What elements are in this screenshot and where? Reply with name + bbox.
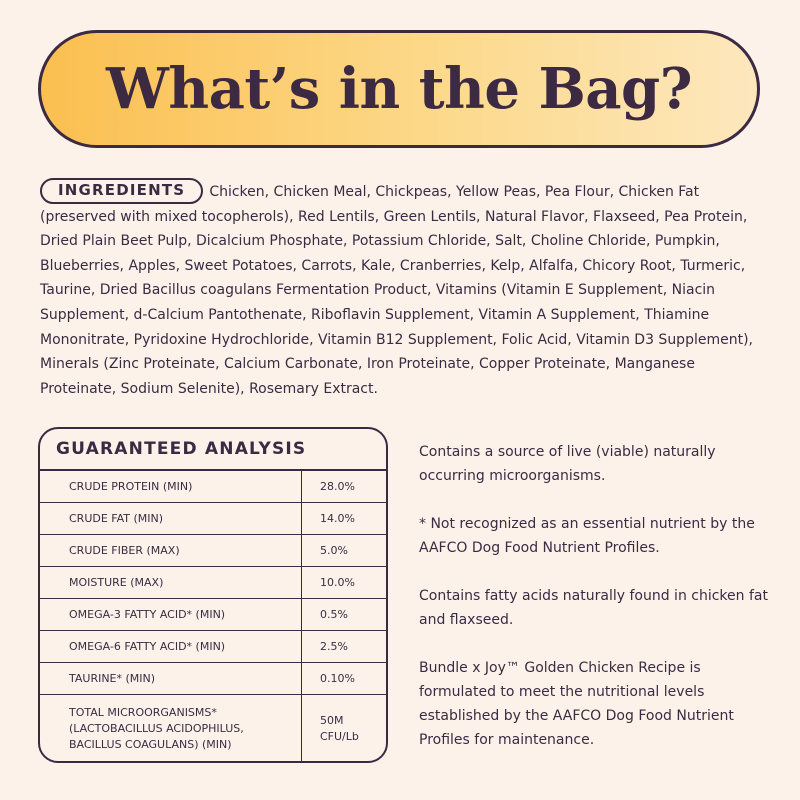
nutrient-name: CRUDE FIBER (MAX) <box>40 535 302 567</box>
table-row <box>40 503 386 535</box>
ingredients-label: INGREDIENTS <box>40 178 203 204</box>
nutrient-name: MOISTURE (MAX) <box>40 567 302 599</box>
title-banner <box>38 30 760 148</box>
nutrient-name: CRUDE FAT (MIN) <box>40 503 302 535</box>
nutrient-name-line: TOTAL MICROORGANISMS* <box>69 705 217 719</box>
nutrient-value <box>302 695 387 763</box>
nutrient-value: 28.0% <box>302 471 387 503</box>
page-title: What’s in the Bag? <box>105 56 693 122</box>
aafco-footnote: * Not recognized as an essential nutrient by the AAFCO Dog Food Nutrient Profiles. <box>419 516 755 556</box>
nutrient-name: OMEGA-3 FATTY ACID* (MIN) <box>40 599 302 631</box>
nutrient-value: 0.5% <box>302 599 387 631</box>
table-row <box>40 631 386 663</box>
nutrient-value: 5.0% <box>302 535 387 567</box>
table-row <box>40 471 386 503</box>
fatty-acids-note: Contains fatty acids naturally found in chicken fat and flaxseed. <box>419 588 768 628</box>
nutrient-value: 10.0% <box>302 567 387 599</box>
formulation-statement: Bundle x Joy™ Golden Chicken Recipe is formulated to meet the nutritional levels established by the AAFCO Dog Food Nutrient Profiles for maintenance. <box>419 660 734 748</box>
nutrient-value-line: CFU/Lb <box>320 729 359 743</box>
nutrient-value: 14.0% <box>302 503 387 535</box>
nutrient-value: 0.10% <box>302 663 387 695</box>
nutrient-value: 2.5% <box>302 631 387 663</box>
nutrient-name: OMEGA-6 FATTY ACID* (MIN) <box>40 631 302 663</box>
nutrient-value-line: 50M <box>320 713 344 727</box>
table-row <box>40 567 386 599</box>
analysis-table <box>40 471 386 762</box>
table-row <box>40 599 386 631</box>
notes-section <box>419 440 769 776</box>
nutrient-name <box>40 695 302 763</box>
nutrient-name-line: BACILLUS COAGULANS) (MIN) <box>69 737 232 751</box>
nutrient-name-line: (LACTOBACILLUS ACIDOPHILUS, <box>69 721 244 735</box>
table-row <box>40 535 386 567</box>
guaranteed-analysis-panel <box>38 427 388 763</box>
table-row <box>40 663 386 695</box>
nutrient-name: CRUDE PROTEIN (MIN) <box>40 471 302 503</box>
ingredients-section <box>40 178 762 401</box>
nutrient-name: TAURINE* (MIN) <box>40 663 302 695</box>
table-row <box>40 695 386 763</box>
ingredients-text: Chicken, Chicken Meal, Chickpeas, Yellow Peas, Pea Flour, Chicken Fat (preserved with mixed tocopherols), Red Lentils, Green Lentils, Natural Flavor, Flaxseed, Pea Protein, Dried Plain Beet Pulp, Dicalcium Phosphate, Potassium Chloride, Salt, Choline Chloride, Pumpkin, Blueberries, Apples, Sweet Potatoes, Carrots, Kale, Cranberries, Kelp, Alfalfa, Chicory Root, Turmeric, Taurine, Dried Bacillus coagulans Fermentation Product, Vitamins (Vitamin E Supplement, Niacin Supplement, d-Calcium Pantothenate, Riboflavin Supplement, Vitamin A Supplement, Thiamine Mononitrate, Pyridoxine Hydrochloride, Vitamin B12 Supplement, Folic Acid, Vitamin D3 Supplement), Minerals (Zinc Proteinate, Calcium Carbonate, Iron Proteinate, Copper Proteinate, Manganese Proteinate, Sodium Selenite), Rosemary Extract. <box>40 184 753 397</box>
live-microorganisms-note: Contains a source of live (viable) naturally occurring microorganisms. <box>419 444 716 484</box>
guaranteed-analysis-title: GUARANTEED ANALYSIS <box>40 429 386 471</box>
